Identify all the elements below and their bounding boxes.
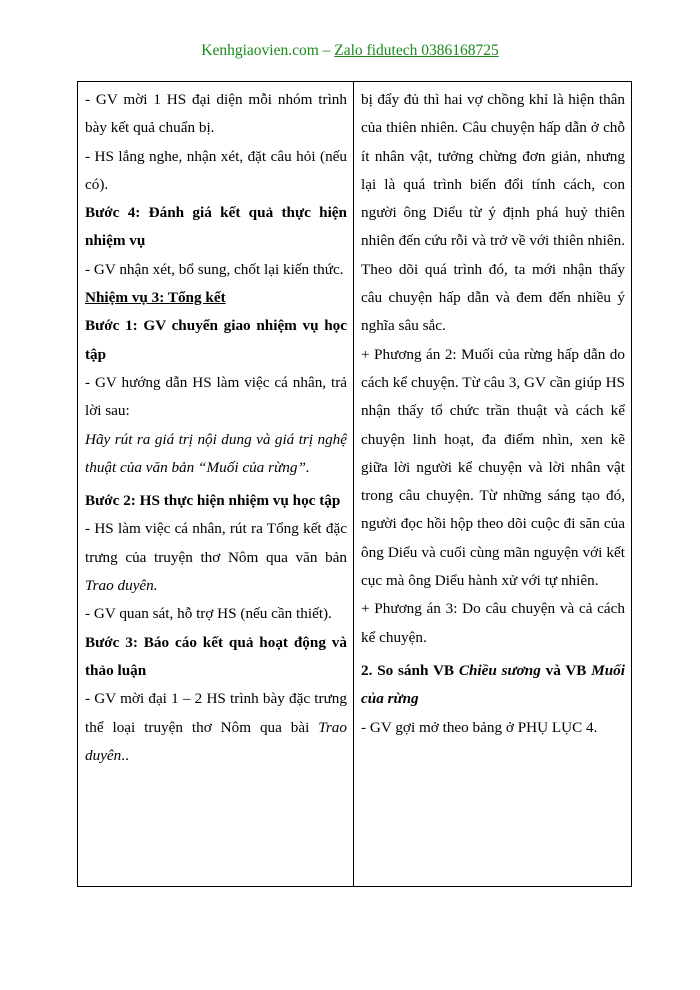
step2-title: Bước 2: HS thực hiện nhiệm vụ học tập (85, 492, 341, 510)
step3-title: Bước 3: Báo cáo kết quả hoạt động và thảo luận (85, 633, 347, 679)
left-paragraph-1: - GV mời 1 HS đại diện mỗi nhóm trình bày kết quả chuẩn bị. (85, 91, 347, 137)
right-column (354, 82, 632, 887)
page-header (0, 42, 700, 60)
right-paragraph-4: - GV gợi mở theo bảng ở PHỤ LỤC 4. (361, 718, 598, 736)
header-site[interactable]: Kenhgiaovien.com (201, 42, 319, 59)
step4-title: Bước 4: Đánh giá kết quả thực hiện nhiệm vụ (85, 204, 347, 250)
right-paragraph-1: bị đẩy đủ thì hai vợ chồng khỉ là hiện thân của thiên nhiên. Câu chuyện hấp dẫn ở chỗ ít nhân vật, tưởng chừng đơn giản, nhưng lại là quá trình biến đổi tính cách, con người ông Diểu từ ý định phá huỷ thiên nhiên đến cứu rỗi và trở về với thiên nhiên. Theo dõi quá trình đó, ta mới nhận thấy câu chuyện hấp dẫn và đem đến nhiều ý nghĩa sâu sắc. (361, 91, 625, 335)
section-2-heading: 2. So sánh VB Chiều sương và VB Muối của rừng (361, 661, 625, 708)
left-paragraph-5: - HS làm việc cá nhân, rút ra Tổng kết đặc trưng của truyện thơ Nôm qua văn bản Trao duyên. (85, 520, 347, 595)
left-paragraph-3: - GV nhận xét, bổ sung, chốt lại kiến thức. (85, 260, 344, 278)
question-text: Hãy rút ra giá trị nội dung và giá trị nghệ thuật của văn bản “Muối của rừng”. (85, 430, 347, 476)
header-contact-link[interactable]: Zalo fidutech 0386168725 (334, 42, 499, 59)
left-paragraph-6: - GV quan sát, hỗ trợ HS (nếu cần thiết). (85, 605, 332, 623)
right-paragraph-3: + Phương án 3: Do câu chuyện và cả cách kể chuyện. (361, 600, 625, 646)
left-paragraph-7: - GV mời đại 1 – 2 HS trình bày đặc trưng thể loại truyện thơ Nôm qua bài Trao duyên.. (85, 690, 347, 764)
table-row (78, 82, 632, 887)
left-paragraph-4: - GV hướng dẫn HS làm việc cá nhân, trả lời sau: (85, 373, 347, 420)
right-paragraph-2: + Phương án 2: Muối của rừng hấp dẫn do cách kể chuyện. Từ câu 3, GV cần giúp HS nhận thấy tổ chức trần thuật và cách kể chuyện linh hoạt, đa điểm nhìn, xen kẽ giữa lời người kể chuyện và lời nhân vật trong câu chuyện. Từ những sáng tạo đó, người đọc hồi hộp theo dõi cuộc đi săn của ông Diểu và cuối cùng mãn nguyện với kết cục mà ông Diểu hành xử với tự nhiên. (361, 345, 625, 590)
left-paragraph-2: - HS lắng nghe, nhận xét, đặt câu hỏi (nếu có). (85, 147, 347, 193)
left-column (78, 82, 354, 887)
lesson-table (77, 81, 632, 887)
step1-title: Bước 1: GV chuyển giao nhiệm vụ học tập (85, 317, 347, 363)
header-separator: – (318, 42, 335, 59)
task3-title: Nhiệm vụ 3: Tổng kết (85, 289, 226, 307)
